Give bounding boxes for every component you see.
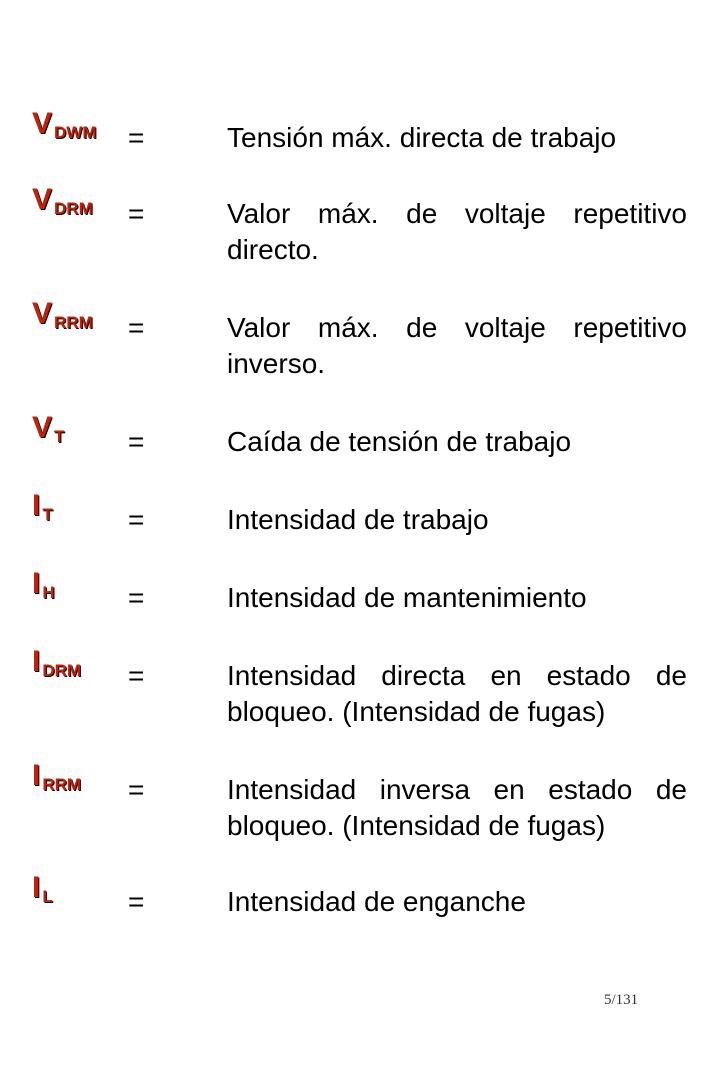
page-number: 5/131 [604, 992, 639, 1008]
equals-sign: = [128, 426, 145, 457]
equals-sign: = [128, 582, 145, 613]
equals-sign: = [128, 774, 145, 805]
symbol-idrm: I $_{DRM}$ [32, 645, 82, 680]
equals-sign: = [128, 660, 145, 691]
definition-text: Intensidad de trabajo [227, 504, 489, 535]
definition-text: Caída de tensión de trabajo [227, 426, 572, 457]
definition-text: Intensidad directa en estado de bloqueo. (Intensidad de fugas) [227, 660, 687, 727]
equals-sign: = [128, 504, 145, 535]
symbol-il: I $_L$ [32, 871, 53, 906]
definition-text: Valor máx. de voltaje repetitivo directo. [227, 198, 687, 265]
symbol-irrm: I $_{RRM}$ [32, 759, 82, 794]
definition-text: Intensidad de mantenimiento [227, 582, 587, 613]
equals-sign: = [128, 312, 145, 343]
symbol-ih: I $_H$ [32, 567, 55, 602]
definition-text: Intensidad inversa en estado de bloqueo. (Intensidad de fugas) [227, 774, 687, 841]
definition-text: Intensidad de enganche [227, 886, 526, 917]
definition-text: Tensión máx. directa de trabajo [227, 122, 617, 153]
symbol-vt: V $_T$ [32, 411, 65, 446]
equals-sign: = [128, 198, 145, 229]
definition-text: Valor máx. de voltaje repetitivo inverso. [227, 312, 687, 379]
equals-sign: = [128, 122, 145, 153]
equals-sign: = [128, 886, 145, 917]
symbol-it: I $_T$ [32, 489, 53, 524]
symbol-vrrm: V $_{RRM}$ [32, 297, 93, 332]
symbol-vdrm: V $_{DRM}$ [32, 183, 93, 218]
symbol-vdwm: V $_{DWM}$ [32, 107, 97, 142]
